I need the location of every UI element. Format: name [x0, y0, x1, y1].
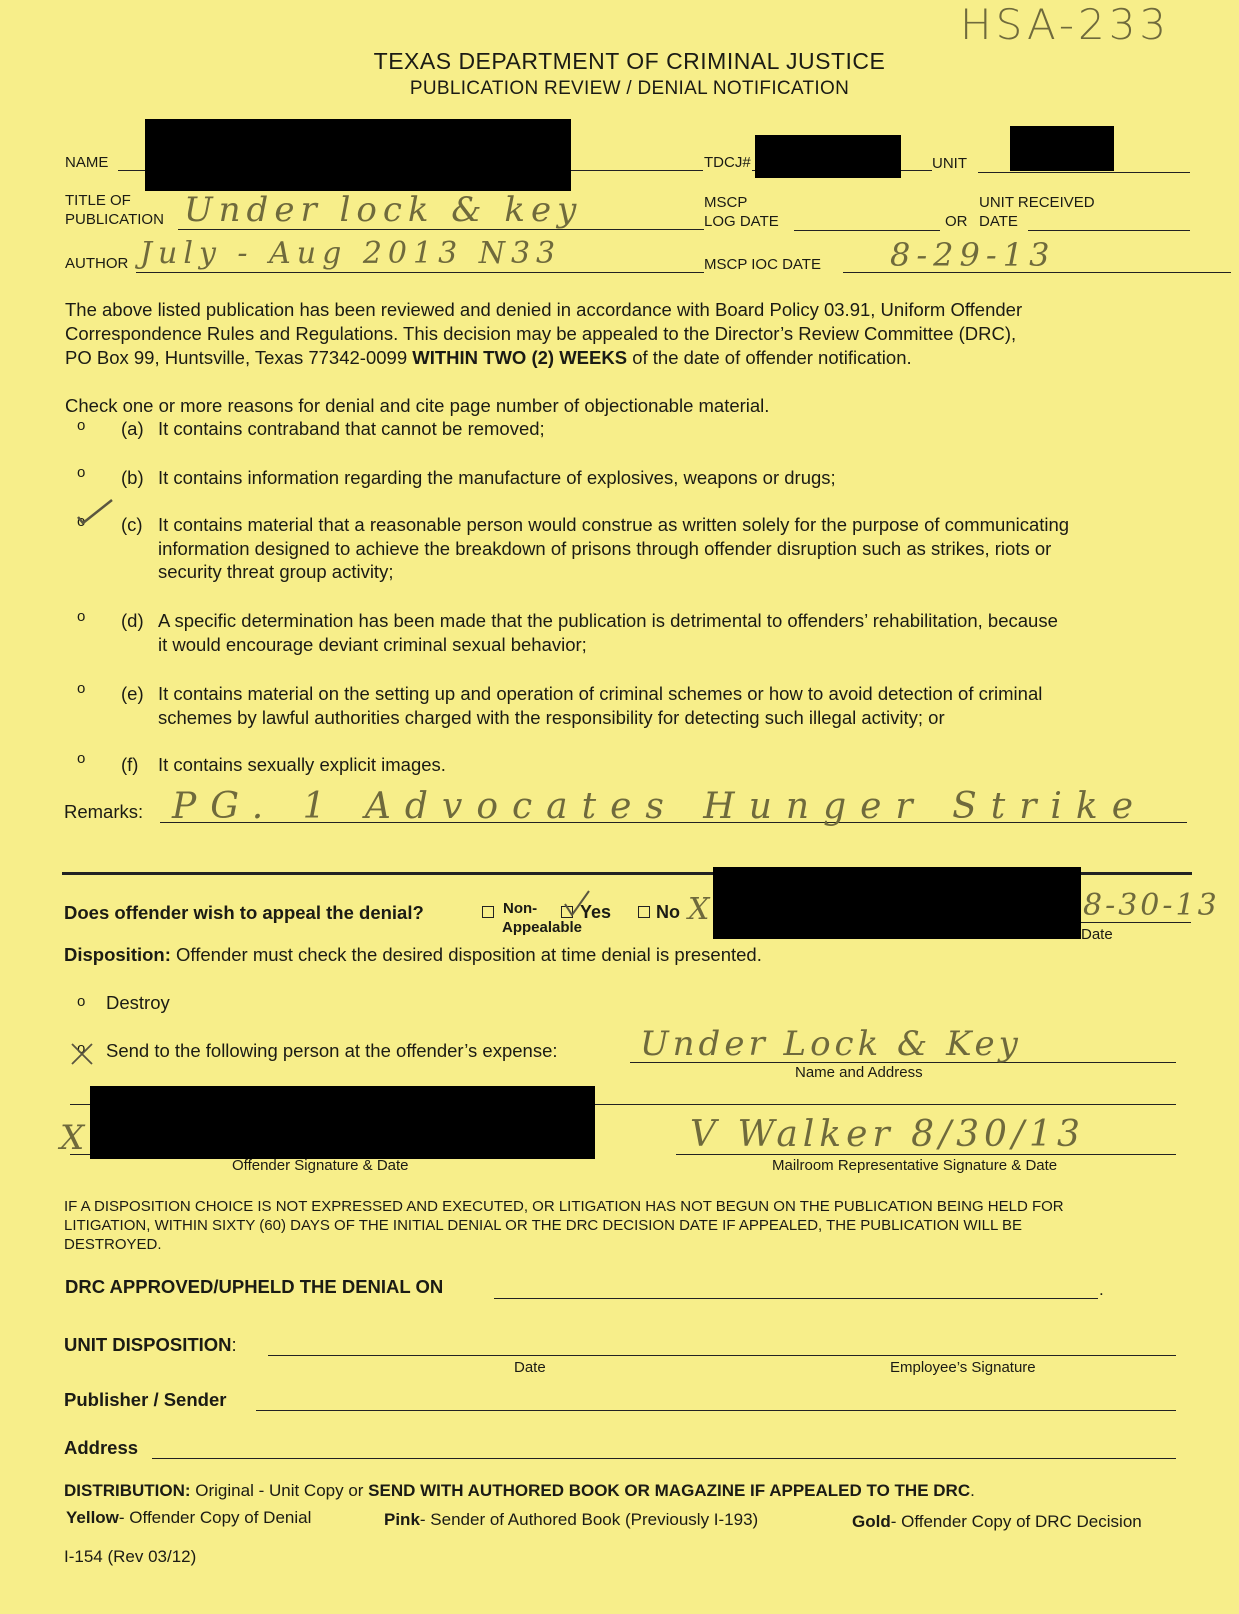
destroy-label: Destroy — [106, 992, 170, 1013]
disposition-text: Offender must check the desired disposition at time denial is presented. — [170, 944, 762, 965]
mscp-label-line2: LOG DATE — [704, 213, 779, 230]
tdcj-label: TDCJ# — [704, 154, 751, 171]
distribution-label: DISTRIBUTION: — [64, 1481, 191, 1500]
reason-a-checkbox[interactable]: o — [77, 417, 86, 434]
title-label-line2: PUBLICATION — [65, 211, 164, 228]
redaction-offender-signature — [713, 867, 1081, 939]
offender-signature-label: Offender Signature & Date — [232, 1157, 409, 1174]
reason-d-line2: it would encourage deviant criminal sexual behavior; — [158, 633, 587, 655]
unit-received-label-line2: DATE — [979, 213, 1018, 230]
appeal-x-mark: X — [688, 892, 710, 927]
drc-label: DRC APPROVED/UPHELD THE DENIAL ON — [65, 1276, 444, 1297]
unit-disposition-date-label: Date — [514, 1359, 546, 1376]
intro-line2-b: This decision may be appealed to the Director’s Review Committee (DRC), — [398, 323, 1017, 344]
appeal-question: Does offender wish to appeal the denial? — [64, 902, 424, 923]
distribution-text2: SEND WITH AUTHORED BOOK OR MAGAZINE IF APPEALED TO THE DRC — [368, 1481, 971, 1500]
distribution-text1: Original - Unit Copy or — [190, 1481, 369, 1500]
form-number: I-154 (Rev 03/12) — [64, 1547, 197, 1566]
reason-c-checkbox[interactable]: o — [77, 513, 86, 530]
reason-b-checkbox[interactable]: o — [77, 464, 86, 481]
ioc-date-handwritten: 8-29-13 — [890, 236, 1056, 274]
distribution-line — [64, 1481, 975, 1501]
reason-a-text — [158, 417, 545, 441]
publisher-label: Publisher / Sender — [64, 1389, 227, 1410]
reason-b-line1: It contains information regarding the manufacture of explosives, weapons or drugs; — [158, 467, 836, 488]
send-name-handwritten: Under Lock & Key — [640, 1024, 1022, 1064]
reason-d-letter: (d) — [121, 610, 144, 631]
reason-c-checkmark — [74, 497, 116, 527]
unit-received-label-line1: UNIT RECEIVED — [979, 194, 1095, 211]
reason-e-line1: It contains material on the setting up and operation of criminal schemes or how to avoid detection of criminal — [158, 683, 1043, 704]
unit-line — [978, 172, 1190, 173]
employee-signature-label: Employee’s Signature — [890, 1359, 1036, 1376]
notice-line3: DESTROYED. — [64, 1236, 162, 1253]
non-appealable-label-line2: Appealable — [502, 919, 583, 936]
non-appealable-checkbox[interactable] — [482, 906, 494, 918]
intro-deadline: WITHIN TWO (2) WEEKS — [412, 347, 628, 368]
reason-c-line1: It contains material that a reasonable person would construe as written solely for the purpose of communicating — [158, 514, 1070, 535]
reason-d-line1: A specific determination has been made that the publication is detrimental to offenders’ rehabilitation, because — [158, 610, 1058, 631]
or-label: OR — [945, 213, 968, 230]
distribution-pink — [384, 1510, 758, 1530]
yellow-label: Yellow — [66, 1508, 119, 1527]
non-appealable-label-line1: Non- — [503, 900, 538, 917]
gold-label: Gold — [852, 1512, 891, 1531]
appeal-date-label: Date — [1081, 926, 1113, 943]
disposition-instruction — [64, 943, 762, 967]
form-title: PUBLICATION REVIEW / DENIAL NOTIFICATION — [409, 78, 850, 99]
appeal-no-checkbox[interactable] — [638, 906, 650, 918]
publication-title-handwritten: Under lock & key — [184, 190, 583, 230]
remarks-handwritten: PG. 1 Advocates Hunger Strike — [172, 786, 1148, 827]
corner-handwritten-tag: HSA-233 — [960, 0, 1171, 49]
mailroom-signature-label: Mailroom Representative Signature & Date — [772, 1157, 1058, 1174]
distribution-gold — [852, 1512, 1142, 1532]
intro-line3 — [65, 346, 1022, 370]
name-label: NAME — [65, 154, 109, 171]
send-label: Send to the following person at the offender’s expense: — [106, 1040, 558, 1061]
intro-line2-a: Correspondence Rules and Regulations. — [65, 323, 399, 344]
unit-disposition-colon: : — [231, 1334, 237, 1355]
send-checkbox[interactable]: o — [77, 1040, 86, 1057]
intro-paragraph — [65, 298, 1022, 370]
appeal-date-handwritten: 8-30-13 — [1083, 888, 1220, 923]
reason-f-checkbox[interactable]: o — [77, 750, 86, 767]
remarks-label: Remarks: — [64, 801, 144, 822]
notice-line1: IF A DISPOSITION CHOICE IS NOT EXPRESSED AND EXECUTED, OR LITIGATION HAS NOT BEGUN ON THE PUBLICATION BEING HELD FOR — [64, 1198, 1064, 1215]
redaction-offender-sig-date — [90, 1086, 595, 1159]
ioc-date-label: MSCP IOC DATE — [704, 256, 821, 273]
destruction-notice — [64, 1197, 1064, 1254]
reason-d-text — [158, 609, 1058, 656]
unit-disposition-label — [64, 1334, 237, 1356]
address-label: Address — [64, 1437, 139, 1458]
redaction-unit — [1010, 126, 1114, 171]
author-line — [136, 272, 704, 273]
yellow-text: - Offender Copy of Denial — [118, 1508, 312, 1527]
redaction-tdcj — [755, 135, 901, 178]
unit-received-date-line — [1028, 230, 1190, 231]
pink-label: Pink — [384, 1510, 420, 1529]
reason-b-letter: (b) — [121, 467, 144, 488]
reason-c-line3: security threat group activity; — [158, 561, 394, 582]
reason-f-line1: It contains sexually explicit images. — [158, 754, 446, 775]
intro-line3-c: of the date of offender notification. — [627, 347, 912, 368]
distribution-yellow — [66, 1508, 311, 1528]
reason-d-checkbox[interactable]: o — [77, 608, 86, 625]
drc-period: . — [1099, 1280, 1104, 1299]
reason-a-letter: (a) — [121, 418, 144, 439]
reasons-instruction: Check one or more reasons for denial and cite page number of objectionable material. — [65, 395, 770, 416]
redaction-name — [145, 119, 571, 191]
gold-text: - Offender Copy of DRC Decision — [890, 1512, 1142, 1531]
author-handwritten: July - Aug 2013 N33 — [140, 236, 562, 271]
address-line — [152, 1458, 1176, 1459]
mscp-log-date-line — [794, 230, 940, 231]
appeal-no-label: No — [656, 902, 680, 922]
mscp-label-line1: MSCP — [704, 194, 748, 211]
unit-label: UNIT — [932, 155, 967, 172]
send-checkmark — [68, 1040, 96, 1068]
reason-e-text — [158, 682, 1042, 729]
reason-c-text — [158, 513, 1069, 584]
reason-a-line1: It contains contraband that cannot be removed; — [158, 418, 545, 439]
reason-e-checkbox[interactable]: o — [77, 680, 86, 697]
author-label: AUTHOR — [65, 255, 129, 272]
pink-text: - Sender of Authored Book (Previously I-193) — [419, 1510, 759, 1529]
reason-c-letter: (c) — [121, 514, 143, 535]
reason-e-letter: (e) — [121, 683, 144, 704]
appeal-yes-label: Yes — [580, 902, 612, 922]
title-label-line1: TITLE OF — [65, 192, 131, 209]
notice-line2: LITIGATION, WITHIN SIXTY (60) DAYS OF THE INITIAL DENIAL OR THE DRC DECISION DATE IF APPEALED, THE PUBLICATION WILL BE — [64, 1217, 1022, 1234]
unit-disposition-label-text: UNIT DISPOSITION — [64, 1334, 232, 1355]
name-address-label: Name and Address — [795, 1064, 923, 1081]
intro-line1: The above listed publication has been reviewed and denied in accordance with Board Policy 03.91, Uniform Offender — [65, 299, 1023, 320]
disposition-label: Disposition: — [64, 944, 171, 965]
publisher-line — [256, 1410, 1176, 1411]
offender-x-mark: X — [60, 1118, 85, 1158]
reason-e-line2: schemes by lawful authorities charged with the responsibility for detecting such illegal activity; or — [158, 706, 945, 728]
reason-b-text — [158, 466, 836, 490]
intro-line3-a: PO Box 99, Huntsville, Texas 77342-0099 — [65, 347, 413, 368]
distribution-text3: . — [970, 1481, 975, 1500]
destroy-checkbox[interactable]: o — [77, 993, 86, 1010]
reason-f-letter: (f) — [121, 754, 139, 775]
agency-title: TEXAS DEPARTMENT OF CRIMINAL JUSTICE — [373, 48, 886, 74]
intro-line2 — [65, 322, 1022, 346]
unit-disposition-line — [268, 1355, 1176, 1356]
reason-f-text — [158, 753, 446, 777]
reason-c-line2: information designed to achieve the breakdown of prisons through offender disruption such as strikes, riots or — [158, 537, 1052, 559]
mailroom-signature-handwritten: V Walker 8/30/13 — [690, 1114, 1085, 1155]
drc-date-line — [494, 1298, 1098, 1299]
